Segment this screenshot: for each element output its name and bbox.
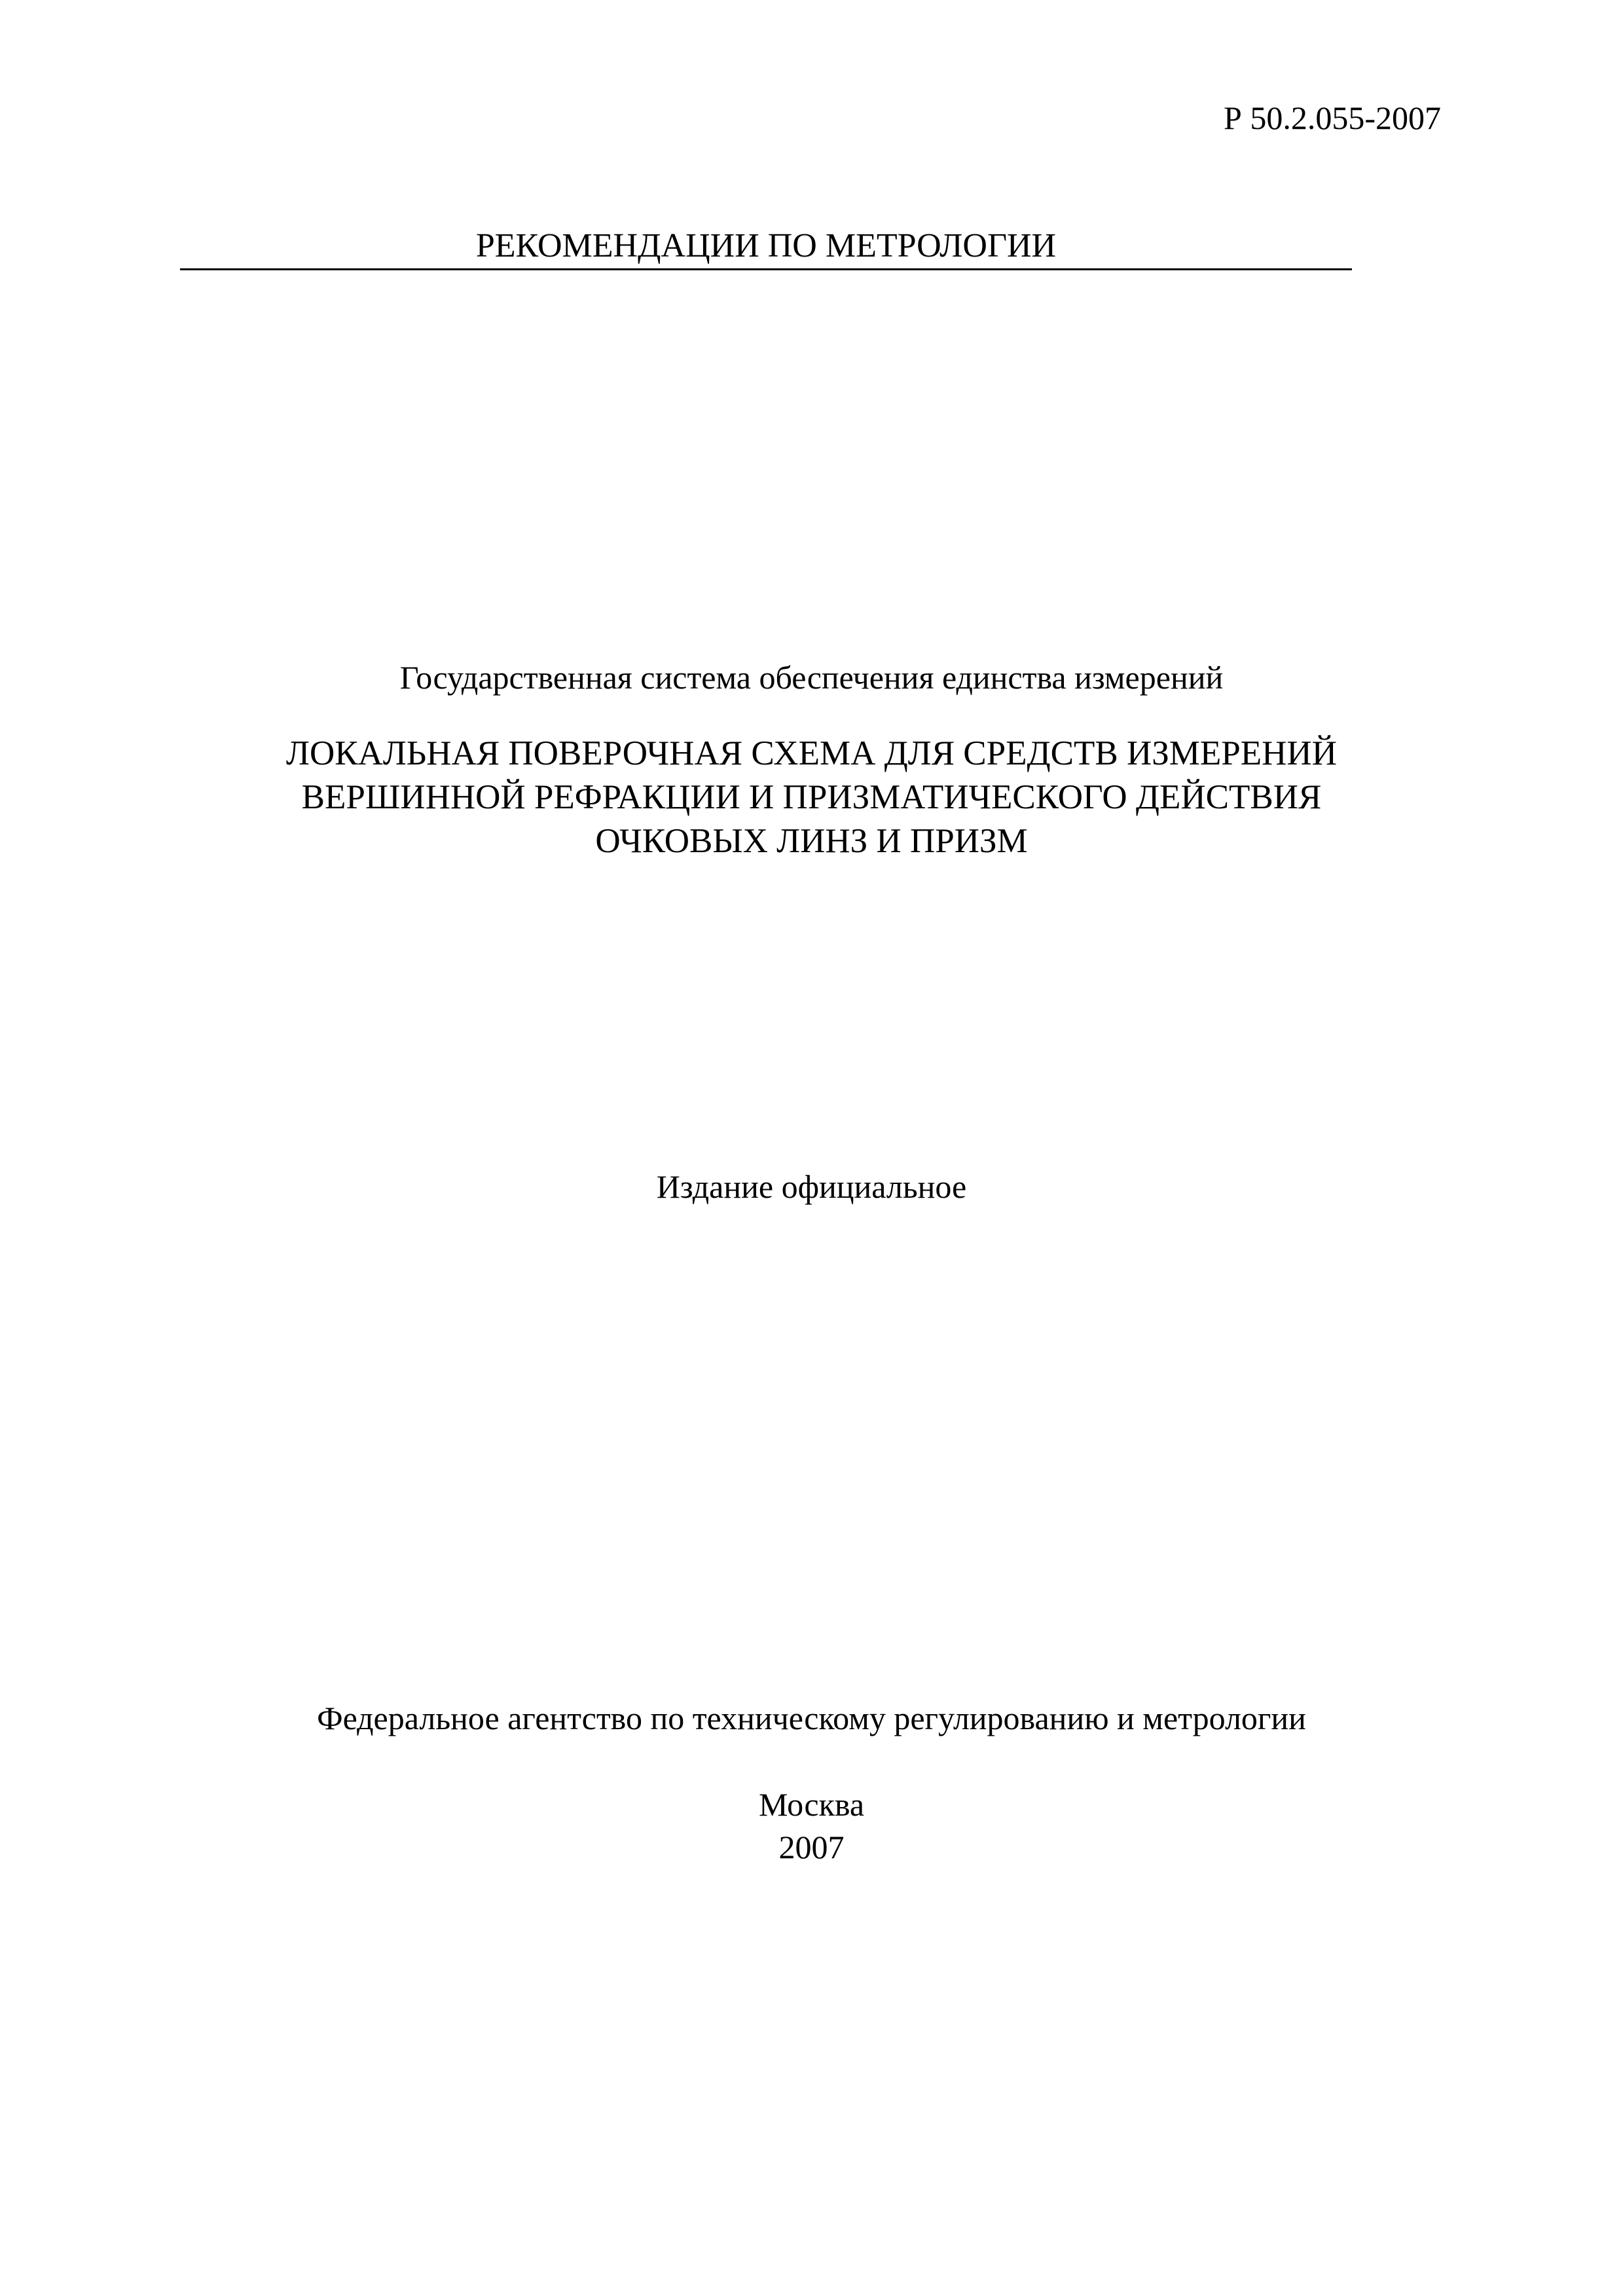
edition-label: Издание официальное xyxy=(656,1168,967,1205)
publisher-agency: Федеральное агентство по техническому регулированию и метрологии xyxy=(317,1700,1306,1736)
series-underline xyxy=(180,268,1352,270)
publication-year: 2007 xyxy=(778,1829,845,1865)
series-title: РЕКОМЕНДАЦИИ ПО МЕТРОЛОГИИ xyxy=(475,227,1057,264)
title-line: ЛОКАЛЬНАЯ ПОВЕРОЧНАЯ СХЕМА ДЛЯ СРЕДСТВ ИЗМЕРЕНИЙ xyxy=(286,734,1337,772)
title-line: ОЧКОВЫХ ЛИНЗ И ПРИЗМ xyxy=(595,822,1028,860)
document-title xyxy=(0,732,1623,863)
system-name: Государственная система обеспечения единства измерений xyxy=(399,659,1224,696)
document-code: Р 50.2.055-2007 xyxy=(1224,99,1441,136)
publication-city: Москва xyxy=(758,1786,865,1823)
title-line: ВЕРШИННОЙ РЕФРАКЦИИ И ПРИЗМАТИЧЕСКОГО ДЕЙСТВИЯ xyxy=(301,778,1322,816)
